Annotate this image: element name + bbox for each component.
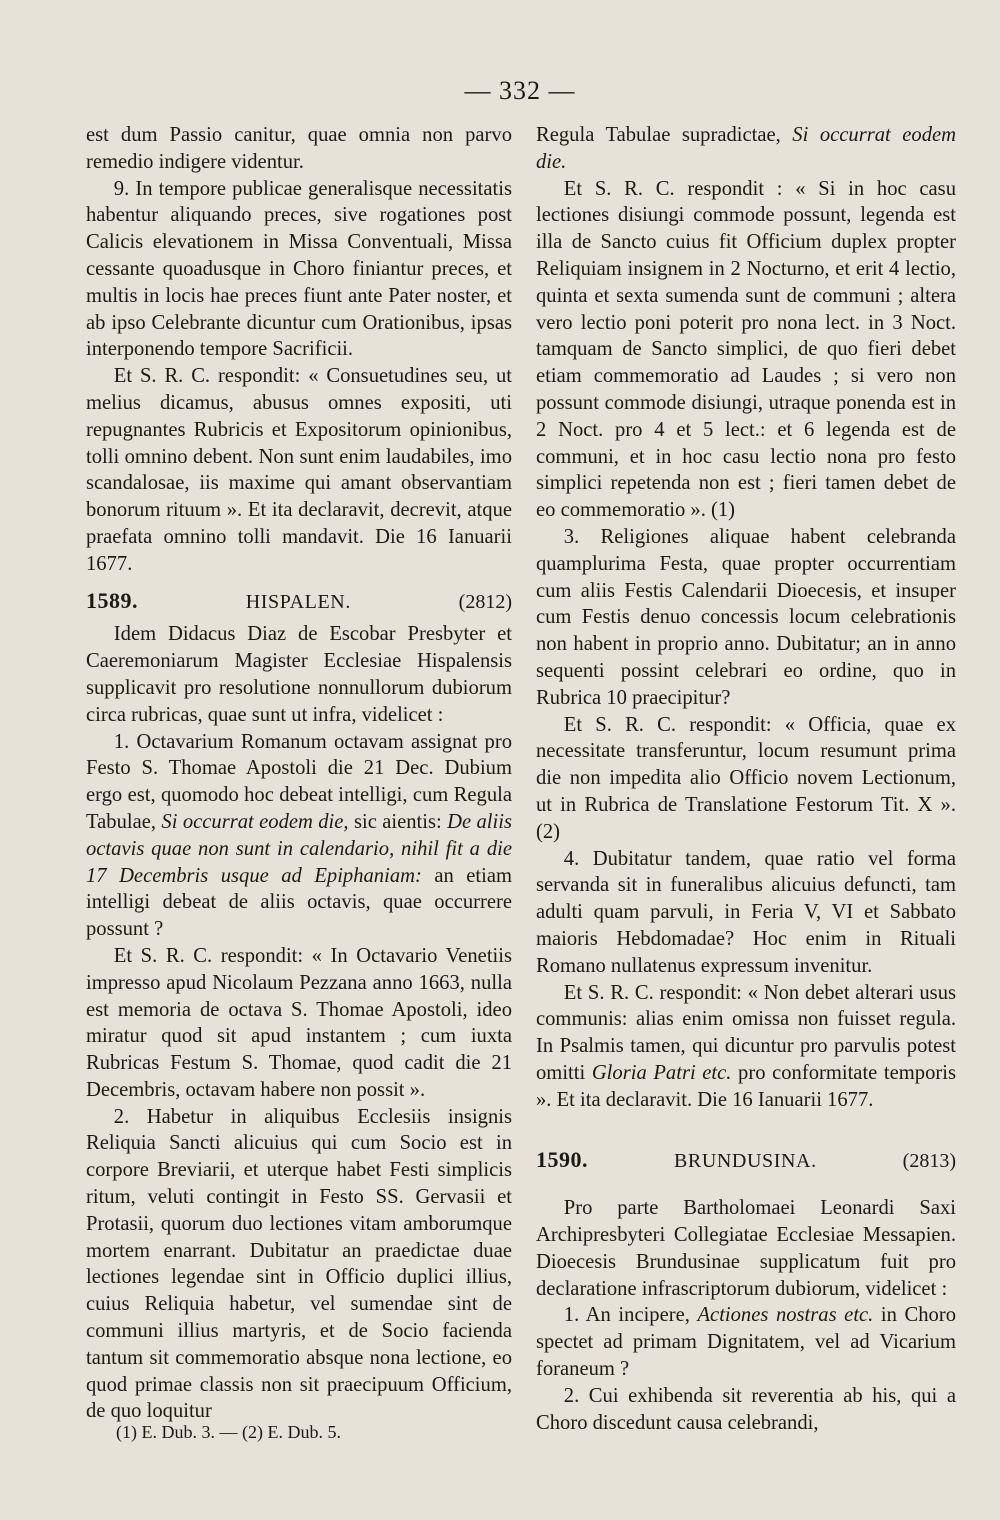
text-run: Regula Tabulae supradictae, bbox=[536, 124, 781, 146]
paragraph: 2. Cui exhibenda sit reverentia ab his, qui a Choro discedunt causa celebrandi, bbox=[536, 1384, 956, 1434]
paragraph: Et S. R. C. respondit : « Si in hoc casu lectiones disiungi commode possunt, legenda est illa de Sancto cuius fit Officium duplex propter Reliquiam insignem in 2 Nocturno, et erit 4 lectio, quinta et sexta sumenda sunt de communi ; altera vero lectio poni poterit pro nona lect. in 3 Noct. tamquam de Sancto simplici, de quo fieri debet etiam commemoratio ad Laudes ; si vero non possunt commode disiungi, utraque ponenda est in 2 Noct. pro 4 et 5 lect.: et 6 legenda est de communi, et in hoc casu lectio nona pro festo simplici repetenda non est ; fieri tamen debet de eo commemoratio ». (1) bbox=[536, 177, 956, 522]
decree-title: HISPALEN. bbox=[245, 590, 351, 613]
text-run: in Choro spectet ad primam Dignitatem, vel ad Vicarium foraneum ? bbox=[536, 1304, 956, 1381]
decree-number: 1590. bbox=[536, 1147, 588, 1173]
paragraph bbox=[536, 980, 956, 1114]
paragraph: Et S. R. C. respondit: « In Octavario Venetiis impresso apud Nicolaum Pezzana anno 1663, nulla est memoria de octava S. Thomae Apostoli, ideo miratur quod sit apud instantem ; cum iuxta Rubricas Festum S. Thomae, quod cadit die 21 Decembris, octavam habere non possit ». bbox=[86, 944, 512, 1101]
text-run: sic aientis: bbox=[353, 810, 442, 833]
italic-run: Actiones nostras etc. bbox=[697, 1304, 874, 1327]
decree-title: BRUNDUSINA. bbox=[673, 1150, 817, 1173]
right-column bbox=[536, 122, 956, 1436]
paragraph bbox=[536, 1302, 956, 1382]
decree-heading-1590 bbox=[536, 1147, 956, 1175]
italic-run: De aliis octavis quae non sunt in calendario, nihil fit a die 17 Decembris usque ad Epiphaniam: bbox=[86, 810, 512, 887]
paragraph: Pro parte Bartholomaei Leonardi Saxi Archipresbyteri Collegiatae Ecclesiae Messapien. Dioecesis Brundusinae supplicatum fuit pro declaratione infrascriptorum dubiorum, videlicet : bbox=[536, 1197, 956, 1300]
left-column bbox=[86, 122, 512, 1425]
paragraph: Et S. R. C. respondit: « Officia, quae ex necessitate transferuntur, locum resumunt prima die non impedita alio Officio novem Lectionum, ut in Rubrica de Translatione Festorum Tit. X ». (2) bbox=[536, 713, 956, 843]
paragraph bbox=[86, 729, 512, 943]
page-number: — 332 — bbox=[464, 76, 576, 105]
decree-number: 1589. bbox=[86, 587, 138, 613]
italic-run: Si occurrat eodem die. bbox=[536, 124, 956, 173]
paragraph: 9. In tempore publicae generalisque necessitatis habentur aliquando preces, sive rogationes post Calicis elevationem in Missa Conventuali, Missa cessante quoadusque in Choro finiantur preces, et multis in locis hae preces fiunt ante Pater noster, et ab ipso Celebrante dicuntur cum Orationibus, ipsas interponendo tempore Sacrificii. bbox=[86, 177, 512, 361]
paragraph: Idem Didacus Diaz de Escobar Presbyter et Caeremoniarum Magister Ecclesiae Hispalensis supplicavit pro resolutione nonnullorum dubiorum circa rubricas, quae sunt ut infra, videlicet : bbox=[86, 623, 512, 726]
italic-run: Si occurrat eodem die, bbox=[161, 810, 349, 833]
text-run: an etiam intelligi debeat de aliis octavis, quae occurrere possunt ? bbox=[86, 864, 512, 941]
paragraph: 2. Habetur in aliquibus Ecclesiis insignis Reliquia Sancti alicuius qui cum Socio est in corpore Breviarii, et uterque habet Festi simplicis ritum, veluti contingit in Festo SS. Gervasii et Protasii, quorum duo lectiones vitam amborumque mortem enarrant. Dubitatur an praedictae duae lectiones legendae sint in Officio duplici illius, cuius Reliquia habetur, vel sumendae sint de communi illius martyris, et de Socio facienda tantum sit commemoratio absque nona lectione, eo quod primae classis non sit praecipuum Officium, de quo loquitur bbox=[86, 1105, 512, 1423]
decree-reference: (2812) bbox=[458, 590, 512, 613]
footnote: (1) E. Dub. 3. — (2) E. Dub. 5. bbox=[116, 1422, 341, 1442]
paragraph: 3. Religiones aliquae habent celebranda quamplurima Festa, quae propter occurrentiam cum aliis Festis Calendarii Dioecesis, et insuper cum Festis denuo concessis locum celebrationis non habent in proprio anno. Dubitatur; an in anno sequenti possint celebrari eo ordine, quo in Rubrica 10 praecipitur? bbox=[536, 525, 956, 709]
decree-heading-1589 bbox=[86, 588, 512, 616]
paragraph: est dum Passio canitur, quae omnia non parvo remedio indigere videntur. bbox=[86, 124, 512, 173]
text-run: 1. An incipere, bbox=[563, 1304, 690, 1327]
paragraph: 4. Dubitatur tandem, quae ratio vel forma servanda sit in funeralibus alicuius defuncti, tam adulti quam parvuli, in Feria V, VI et Sabbato maioris Hebdomadae? Hoc enim in Rituali Romano nullatenus expressum invenitur. bbox=[536, 847, 956, 977]
text-run: pro conformitate temporis ». Et ita declaravit. Die 16 Ianuarii 1677. bbox=[536, 1061, 956, 1111]
italic-run: Gloria Patri etc. bbox=[591, 1061, 732, 1084]
decree-reference: (2813) bbox=[902, 1150, 956, 1173]
text-run: Et S. R. C. respondit: « Non debet alterari usus communis: alias enim omissa non fuisset regula. In Psalmis tamen, qui dicuntur pro parvulis potest omitti bbox=[536, 981, 956, 1084]
text-run: 1. Octavarium Romanum octavam assignat pro Festo S. Thomae Apostoli die 21 Dec. Dubium ergo est, quomodo hoc debeat intelligi, cum Regula Tabulae, bbox=[86, 730, 512, 833]
paragraph bbox=[536, 122, 956, 176]
paragraph: Et S. R. C. respondit: « Consuetudines seu, ut melius dicamus, abusus omnes expositi, uti repugnantes Rubricis et Expositorum opinionibus, tolli omnino debent. Non sunt enim laudabiles, imo scandalosae, iis maxime qui amant observantiam bonorum rituum ». Et ita declaravit, decrevit, atque praefata omnino tolli mandavit. Die 16 Ianuarii 1677. bbox=[86, 365, 512, 575]
